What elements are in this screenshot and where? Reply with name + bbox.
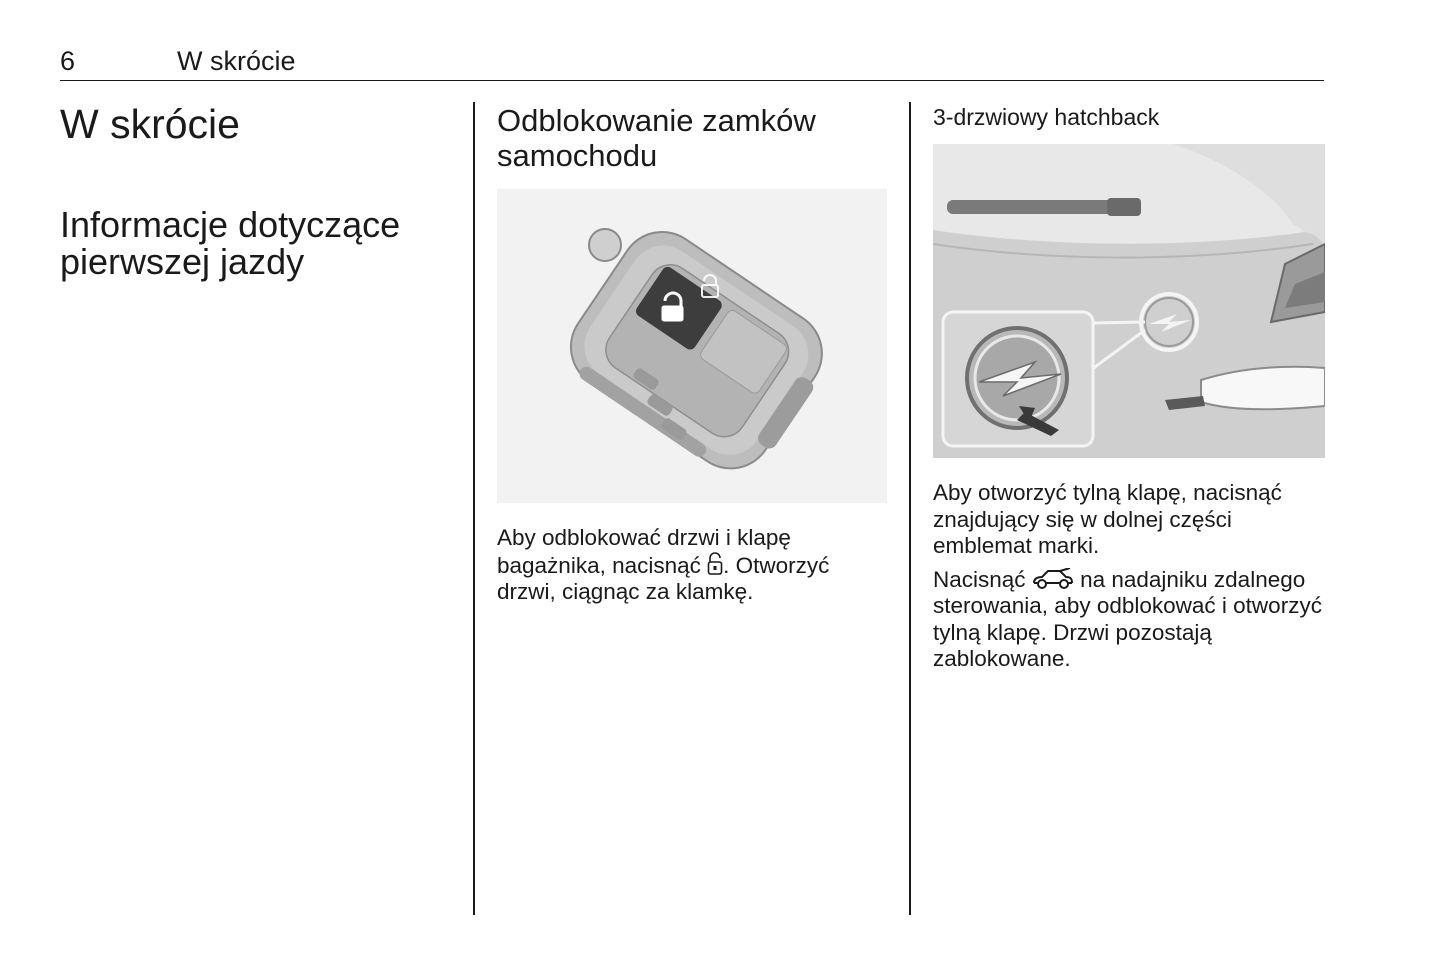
column-3 [933, 100, 1325, 673]
page-header [60, 46, 1324, 81]
unlock-instructions [497, 525, 889, 606]
unlock-text-1: Aby odblokować drzwi i klapę bagażnika, nacisnąć [497, 525, 791, 578]
column-1 [60, 100, 455, 283]
car-tailgate-icon [1032, 568, 1074, 590]
hatchback-tailgate-illustration [933, 144, 1325, 458]
tailgate-instructions: Aby otworzyć tylną klapę, nacisnąć znajdujący się w dolnej części emblemat marki. [933, 480, 1282, 559]
remote-text-1: Nacisnąć [933, 566, 1026, 592]
running-title: W skrócie [177, 46, 296, 76]
column-divider-2 [909, 102, 911, 915]
section-title: Informacje dotyczące pierwszej jazdy [60, 204, 401, 283]
column-2 [497, 100, 889, 606]
subsection-heading: Odblokowanie zamków samochodu [497, 103, 816, 174]
remote-text-2: na nadajniku zdalnego sterowania, aby odblokować i otworzyć tylną klapę. Drzwi pozostają zablokowane. [933, 566, 1322, 672]
column-divider-1 [473, 102, 475, 915]
unlock-text-2: . Otworzyć drzwi, ciągnąc za klamkę. [497, 552, 830, 605]
page-number: 6 [60, 46, 76, 76]
remote-tailgate-instructions [933, 567, 1325, 673]
unlock-padlock-icon [707, 552, 723, 576]
figure-caption: 3-drzwiowy hatchback [933, 104, 1160, 130]
chapter-title: W skrócie [60, 101, 240, 147]
key-fob-illustration [497, 189, 887, 503]
